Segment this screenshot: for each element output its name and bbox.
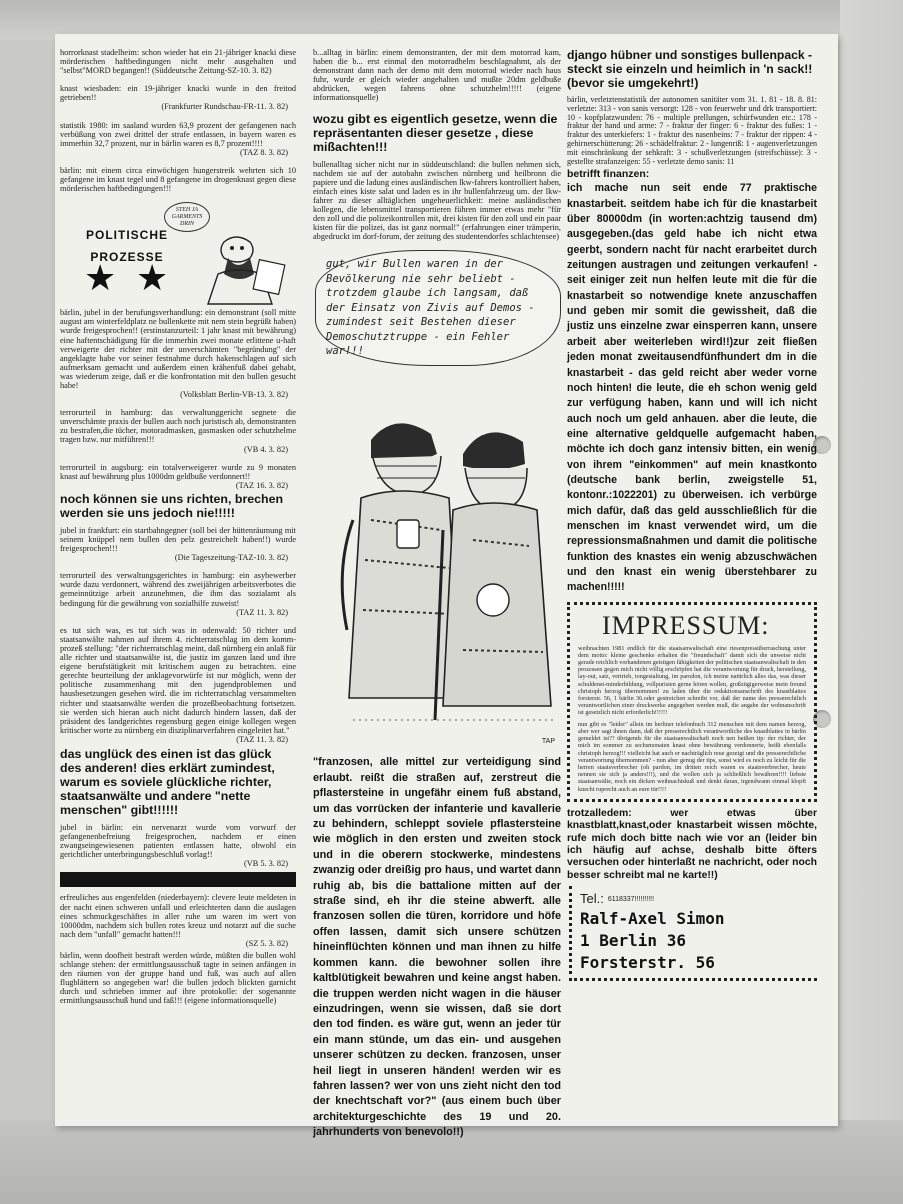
news-item: erfreuliches aus engenfelden (niederbayern): clevere leute meldeten in der nacht einen schweren unfall und erleichterten dann die auslagen eines schmuckgeschäftes in aller ruhe um waren im wert von 10000dm, nachdem sich bullen rotes kreuz und notarzt auf die suche nach dem "unfall" gemacht hatten!!! (SZ 5. 3. 82) — [60, 893, 296, 948]
news-item: bullenalltag sicher nicht nur in süddeutschland: die bullen nehmen sich, nachdem sie auf der autobahn zwischen nürnberg und heilbronn die papiere und die ladung eines ausländischen lkw-fahrers kontrolliert haben, einfach eines kiste salat und laden es in ihr bullenfahrzeug um. der lkw-fahrer zu dieser alltäglichen ungeheuerlichkeit: meine ausländischen kollegen, die lebensmittel transportieren führen immer etwas mehr "für den zoll und die polizeikontrollen mit, drei kisten für den zoll und ein paar kisten für die polizei, das ist ganz normal!" (erfahrungen einer trämperin, abgedruckt im dorf-forum, der zeitung des studentendorfes schlachtensee) — [313, 159, 561, 242]
source-citation: (eigene informationsquelle) — [313, 84, 561, 103]
headline: noch können sie uns richten, brechen werden sie uns jedoch nie!!!!! — [60, 491, 284, 520]
political-trials-badge — [60, 202, 296, 304]
black-divider-bar — [60, 872, 296, 887]
news-item: jubel in bärlin: ein nervenarzt wurde vom vorwurf der gefangenenbefreiung freigesprochen, nachdem er einen zwangseingewiesenen patienten entlassen hatte, obwohl ein gerichtlicher unterbringungsbeschluß vorlag!! (VB 5. 3. 82) — [60, 822, 296, 869]
news-item: b...alltag in bärlin: einem demonstranten, der mit dem motorrad kam, haben die b... erst einmal den motorradhelm beschlagnahmt, als der demonstrant dann nach der demo mit dem motorrad wieder nach haus fuhr, wurde er gleich wieder angehalten und mußte 20dm geldbuße abdrücken, wegen fahrens ohne schutzhelm!!!!! (eigene informationsquelle) — [313, 48, 561, 103]
artist-signature: TAP — [541, 738, 555, 746]
source-citation: (TAZ 8. 3. 82) — [240, 147, 288, 157]
source-citation: (SZ 5. 3. 82) — [245, 938, 288, 948]
source-citation: (TAZ 11. 3. 82) — [236, 734, 288, 744]
cartoon-figure-illustration — [194, 228, 294, 304]
impressum-text: nun gibt es "leider" allein im berliner telefonbuch 312 menschen mit dem namen herzog, aber wer sagt ihnen dann, daß der presserechtlich verantwortliche des knastblattes in bärlin gemeldet ist?? übrigends für die staatsanwaltschaft noch nen heißen tip: der richter, der mich im sommer zu sechsmonaten knast ohne bewährung verdonnerte, heißt ebenfalls christoph herzog!!! vielleicht hat auch er nachträglich reue gezeigt und die presserechtliche verantwortung übernommen? - nun aber genug der tips, sonst wird es noch zu leicht für die herren staatsverbrecher (oh pardon, im dritten reich waren es staatsverbrecher, heute nennen sie sich ja anders!!!), und die wollen sich ja schließlich bewähren!!!! liebste staatsanwälte, noch ein dicken weihnachtskuß und denkt daran, irgendwann einmal klopft knecht ruprecht auch an eure tür!!!! — [578, 720, 806, 793]
impressum-box — [567, 602, 817, 802]
source-citation: (VB 4. 3. 82) — [243, 444, 288, 454]
impressum-title: IMPRESSUM: — [602, 610, 770, 640]
badge-title: POLITISCHE PROZESSE — [85, 228, 168, 265]
source-citation: (Volksblatt Berlin-VB-13. 3. 82) — [180, 390, 288, 400]
phone-number: 6118337!!!!!!!!!! — [607, 896, 655, 904]
news-item: bärlin, jubel in der berufungsverhandlung: ein demonstrant (soll mitte august am winterfeldplatz ne bullenkette mit nem stein begrüßt haben) wurde freigesprochen!! (erstinstanzurteil: 1 jahr knast mit bewährung) eine haftentschädigung für die immerhin zwei monate erlittene u-haft verweigerte der richter mit der unverschämten "begründung" der angeklagte habe vor seiner festnahme durch hakenschlagen auf sich aufmerksam gemacht und außerdem einen krähenfuß dabei gehabt, was wiederum zeige, daß er die konfrontation mit den bullen gesucht habe! (Volksblatt Berlin-VB-13. 3. 82) — [60, 308, 296, 400]
news-item: knast wiesbaden: ein 19-jähriger knacki wurde in den freitod getrieben!! (Frankfurter Rundschau-FR-11. 3. 82) — [60, 84, 296, 112]
source-citation: (TAZ 11. 3. 82) — [236, 607, 288, 617]
news-item: terrorurteil in hamburg: das verwaltunggericht segnete die unverschämte praxis der bullen auch noch juristisch ab, demonstranten zu bestrafen,die tücher, motoradmasken, gasmasken oder schutzhelme tragen bzw. nur mitführen!!! (VB 4. 3. 82) — [60, 408, 296, 454]
finance-appeal: ich mache nun seit ende 77 praktische knastarbeit. seitdem habe ich für die knastarbeit über 80000dm (in worten:achtzig tausend dm) ausgegeben.(das geld habe ich nicht etwa geerbt, sondern nacht für nacht erarbeitet durch zeitungen austragen und zeitungen verkaufen! - seit einiger zeit nun helfen leute mit die für die knastarbeit so notwendige knete anzuschaffen und geben mir somit die gewissheit, daß die justiz uns einzelne zwar einsperren kann, unsere arbeit aber weiterleben wird!!)zur zeit fließen jeden monat zweitausendfünfhundert dm in die knastarbeit - das geld reicht aber weder vorne noch hinten! die leute, die eh schon wenig geld zur verfügung haben, kann und will ich nicht auch noch um geld anhauen. aber die leute, die eine alternative geldquelle aufgemacht haben, möchte ich doch ganz intensiv bitten, ein wenig von ihrem "einkommen" auf mein knastkonto (deutsche bank berlin, zweigstelle 51, kontonr.:1022201) zu überweisen. ich verbürge mich dafür, daß das geld ausschließlich für die menschen im knast verwendet wird, um die repressionsmaßnahmen und damit die politische funktion des knastes ein wenig abzuschwächen und den knast ein wenig überstehbarer zu machen!!!!! — [567, 182, 817, 594]
column-left — [60, 48, 296, 1015]
headline: das unglück des einen ist das glück des anderen! dies erklärt zumindest, warum es soviele glückliche richter, staatsanwälte und andere "nette menschen" gibt!!!!!! — [60, 746, 275, 817]
phone-label: Tel.: — [580, 891, 604, 907]
contact-note: trotzalledem: wer etwas über knastblatt,knast,oder knastarbeit wissen möchte, rufe mich doch bitte nach wie vor an (leider bin ich häufig auf achse, deshalb bitte öfters versuchen oder hinterlaßt ne nachricht, oder noch besser schreibt mal ne karte!!) — [567, 807, 817, 881]
address-city: 1 Berlin 36 — [580, 931, 686, 951]
police-cartoon — [313, 250, 561, 745]
news-item: jubel in frankfurt: ein startbahngegner (soll bei der hüttenräumung mit seinem knüppel nem bullen den pelz gestreichelt haben!!) wurde freigesprochen!!! (Die Tageszeitung-TAZ-10. 3. 82) — [60, 525, 296, 563]
source-citation: (VB 5. 3. 82) — [243, 859, 288, 869]
headline: django hübner und sonstiges bullenpack - steckt sie einzeln und heimlich in 'n sack!! (bevor sie umgekehrt!) — [567, 48, 813, 90]
newsletter-page — [55, 34, 838, 1139]
injury-statistics: bärlin, verletztenstatistik der autonomen sanitäter vom 31. 1. 81 - 18. 8. 81: verletzte: 313 - von sanis versorgt: 128 - von feuerwehr und drk transportiert: 10 - kopfplatzwunden: 76 - multiple prellungen, schürfwunden etc.: 178 - fraktur der hand und arme: 7 - fraktur der finger: 6 - fraktur des fußes: 1 - fraktur des unterkiefers: 1 - fraktur des nasenbeins: 7 - fraktur der rippen: 4 - gehirnerschütterung: 26 - schädelfraktur: 2 - lungenriß: 1 - augenverletzungen mit einschränkung der sehkraft: 3 - schußverletzungen (streifschüsse): 3 - gestellte strafanzeigen: 55 - verletzte demo sanis: 11 — [567, 95, 817, 166]
news-item: terrorurteil in augsburg: ein totalverweigerer wurde zu 9 monaten knast auf bewährung plus 1000dm geldbuße verdonnert!! (TAZ 16. 3. 82) — [60, 462, 296, 490]
news-item: es tut sich was, es tut sich was in odenwald: 50 richter und staatsanwälte nahmen auf ihrem 4. richterratschlag im dem komm-prozeß stellung: "der richterratschlag meint, daß nürnberg ein anlaß für alle richter und staatsanwälte ist, die justiz im ganzen land und ihre eigene berufstätigkeit mit kritischem augen zu betrachten. eine gerechte beurteilung der anklagevorwürfe ist nur möglich, wenn der politische zusammenhang mit den jugendproblemen und hausbesetzungen gesehen wird. die im richterratschlag versammelten richter und staatsanwälte werden die prozeßbeobachtung fortsetzen. sie werden sich hieran auch nicht dadurch hindern lassen, daß der präsident des landgerichtes regensburg gegen einige kollegen wegen kritischer worte zu nürnberg ein disziplinarverfahren eingeleitet hat." (TAZ 11. 3. 82) — [60, 625, 296, 744]
source-citation: (Die Tageszeitung-TAZ-10. 3. 82) — [174, 553, 288, 563]
section-label: betrifft finanzen: — [567, 168, 650, 181]
speech-bubble: gut, wir Bullen waren in der Bevölkerung nie sehr beliebt - trotzdem glaube ich langsam, daß der Einsatz von Zivis auf Demos - zumindest seit Bestehen dieser Demoschutztruppe - ein Fehler war!!! — [315, 250, 561, 366]
news-item: statistik 1980: im saaland wurden 63,9 prozent der gefangenen nach verbüßung von zwei drittel der strafe entlassen, in bayern waren es immerhin 32,7 prozent, nur in bärlin waren es 8,7 prozent!!!! (TAZ 8. 3. 82) — [60, 120, 296, 157]
address-street: Forsterstr. 56 — [580, 953, 715, 973]
news-item: terrorurteil des verwaltungsgerichtes in hamburg: ein asybewerber wurde dazu verdonnert, während des zweijährigen arbeitsverbotes die gemeinnützige arbeit anzunehmen, die ihm das sozialamt als bedingung für die gewährung von sozialhilfe zuweist! (TAZ 11. 3. 82) — [60, 571, 296, 617]
source-citation: (Frankfurter Rundschau-FR-11. 3. 82) — [161, 102, 288, 112]
impressum-text: weihnachten 1981 endlich für die staatsanwaltschaft eine riesenpressüberraschung unter dem motto: kleine geschenke erhalten die "freundschaft" damit sich die unweise nicht gerade reichlich vorhandenen geistigen fähigkeiten der politischen staatsanwaltschaft in den prozessen gegen mich nicht völlig erschöpfen hat die verantwortung für druck, herstellung, lay-out, satz, vertrieb, tongestaltung, im parodon, ich meine natürlich alles das, was dieser schuldenst-minderbildung, vollpurisien gerne hören wollen, großzügigerweise mein freund christoph herzog übernommen! zu laden über die redaktionsanschrift des knastblattes forsterstr. 56, 1 bärlin 36.oder gestreichen schreibt vor, daß der name des presserechtlich verantwortlichen einer druckwerke angegeben werden muß, die angabe der wohnanschrift ist gesetzlich nicht erforderlich!!!!!! — [578, 644, 806, 717]
background-right — [840, 0, 903, 1204]
column-right — [567, 48, 817, 981]
news-item: bärlin: mit einem circa einwöchigen hungerstreik wehrten sich 10 gefangene im knast tegel und 8 gefangene im drogenknast gegen diese mörderischen haftbedingungen!!! — [60, 165, 296, 194]
phone-line — [580, 890, 813, 908]
star-icon: ★ — [84, 258, 117, 299]
source-citation: (TAZ 16. 3. 82) — [235, 480, 288, 490]
news-item: bärlin, wenn doofheit bestraft werden würde, müßten die bullen wohl schlange stehen: der ermittlungsausschuß tagte in seinen anfängen in den räumen von der gruppe hand und fuß, was auch auf allen flugblättern so angegeben war! die bullen jedoch blickten garnicht durch und schrieben immer auf ihre protokolle: der sogenannte ermittlungsausschuß hund und faß!!! (eigene informationsquelle) — [60, 951, 296, 1006]
bandaged-police-figures-illustration — [313, 370, 561, 745]
sign-bubble: STEH JA GARMENTS DRIN — [164, 202, 210, 232]
contact-address-box — [569, 886, 817, 981]
headline: wozu gibt es eigentlich gesetze, wenn die repräsentanten dieser gesetze , diese mißachten!!! — [313, 111, 558, 154]
star-icon: ★ — [136, 258, 169, 299]
quoted-text: "franzosen, alle mittel zur verteidigung sind erlaubt. reißt die straßen auf, zerstreut die pflastersteine in ungefähr einem fuß abstand, um das vorrücken der infanterie und kavallerie zu behindern, schleppt soviele pflastersteine wie möglich in den ersten und zweiten stock und in die oberern stockwerke, mindestens zwanzig oder dreißig pro haus, und wartet dann ruhig ab, bis die battalione mitten auf der straße sind, eh ihr die steine abwerft. alle franzosen sollen die türen, korridore und höfe offen lassen, damit sich unsere schützen hineinflüchten können und man ihnen zu hilfe kommen kann. die bewohner sollen ihre kaltblütigkeit bewahren und keine angst haben. die truppen werden nicht wagen in die häuser einzudringen, wenn sie wissen, daß sie dort den tod finden. es wäre gut, wenn an jeder tür ein mann stünde, um das ein- und ausgehen unserer schützen zu decken. franzosen, unser heil liegt in unseren händen! werden wir es fahren lassen? wer von uns zieht nicht den tod der knechtschaft vor?" (aus einem buch über architekturgeschichte des 19 und 20. jahrhunderts von benevolo!!) — [313, 756, 561, 1139]
address-name: Ralf-Axel Simon — [580, 909, 725, 929]
column-middle — [313, 48, 561, 1147]
news-item: horrorknast stadelheim: schon wieder hat ein 21-jähriger knacki diese mörderischen haftbedingungen nicht mehr ausgehalten und "selbst"MORD begangen!! (Süddeutsche Zeitung-SZ-10. 3. 82) — [60, 48, 296, 76]
